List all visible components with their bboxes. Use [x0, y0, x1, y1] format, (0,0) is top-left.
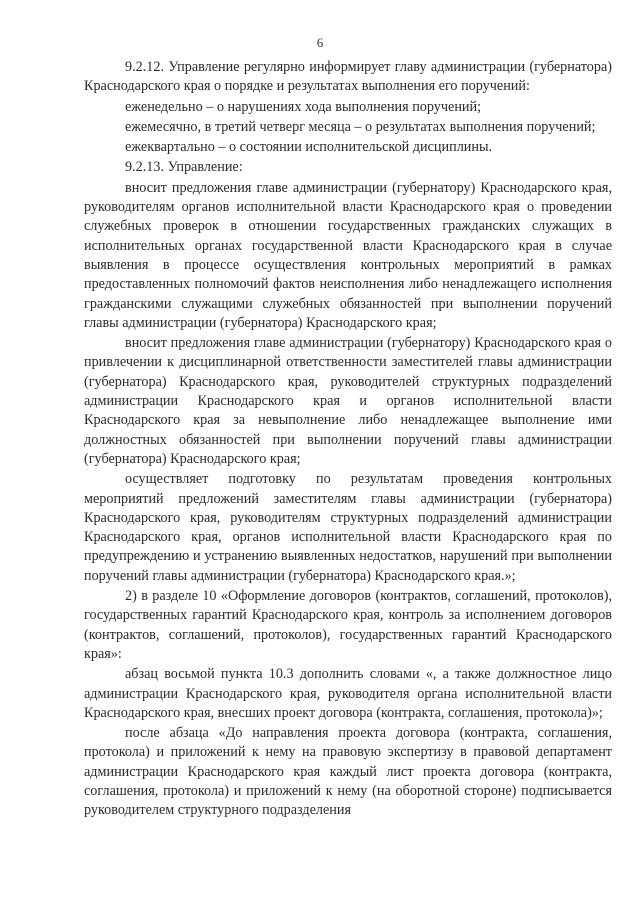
list-item-quarterly: ежеквартально – о состоянии исполнительской дисциплины.	[125, 139, 493, 156]
paragraph-section-10: 2) в разделе 10 «Оформление договоров (контрактов, соглашений, протоколов), государственных гарантий Краснодарского края, контроль за исполнением договоров (контрактов, соглашений, протоколов), государственных гарантий Краснодарского края»:	[84, 588, 612, 662]
paragraph-10-3-amendment: абзац восьмой пункта 10.3 дополнить словами «, а также должностное лицо администрации Краснодарского края, руководителя органа исполнительной власти Краснодарского края, внесших проект договора (контракта, соглашения, протокола)»;	[84, 666, 612, 721]
paragraph-after-abzac: после абзаца «До направления проекта договора (контракта, соглашения, протокола) и приложений к нему на правовую экспертизу в правовой департамент администрации Краснодарского края каждый лист проекта договора (контракта, соглашения, протокола) и приложений к нему (на оборотной стороне) подписывается руководителем структурного подразделения	[84, 725, 612, 819]
paragraph-proposals: осуществляет подготовку по результатам проведения контрольных мероприятий предложений заместителям главы администрации (губернатора) Краснодарского края, руководителям структурных подразделений администрации Краснодарского края, органов исполнительной власти Краснодарского края по предупреждению и устранению выявленных недостатков, нарушений при выполнении поручений главы администрации (губернатора) Краснодарского края.»;	[84, 471, 612, 584]
paragraph-9-2-13: 9.2.13. Управление:	[125, 159, 243, 176]
list-item-weekly: еженедельно – о нарушениях хода выполнения поручений;	[125, 98, 482, 115]
list-item-monthly: ежемесячно, в третий четверг месяца – о результатах выполнения поручений;	[125, 118, 596, 135]
page-number: 6	[316, 35, 324, 50]
paragraph-disciplinary: вносит предложения главе администрации (губернатору) Краснодарского края о привлечении к дисциплинарной ответственности заместителей главы администрации (губернатора) Краснодарского края, руководителей структурных подразделений администрации Краснодарского края и органов исполнительной власти Краснодарского края за невыполнение либо ненадлежащее выполнение ими должностных обязанностей при выполнении поручений главы администрации (губернатора) Краснодарского края;	[84, 335, 612, 467]
paragraph-service-inspections: вносит предложения главе администрации (губернатору) Краснодарского края, руководителям органов исполнительной власти Краснодарского края о проведении служебных проверок в отношении государственных гражданских служащих в исполнительных органах государственной власти Краснодарского края в случае выявления в процессе осуществления контрольных мероприятий в рамках предоставленных полномочий фактов неисполнения либо ненадлежащего исполнения гражданскими служащими служебных обязанностей при выполнении поручений главы администрации (губернатора) Краснодарского края;	[84, 179, 612, 331]
document-body	[84, 58, 612, 821]
paragraph-9-2-12: 9.2.12. Управление регулярно информирует главу администрации (губернатора) Краснодарского края о порядке и результатах выполнения его поручений:	[84, 59, 612, 95]
